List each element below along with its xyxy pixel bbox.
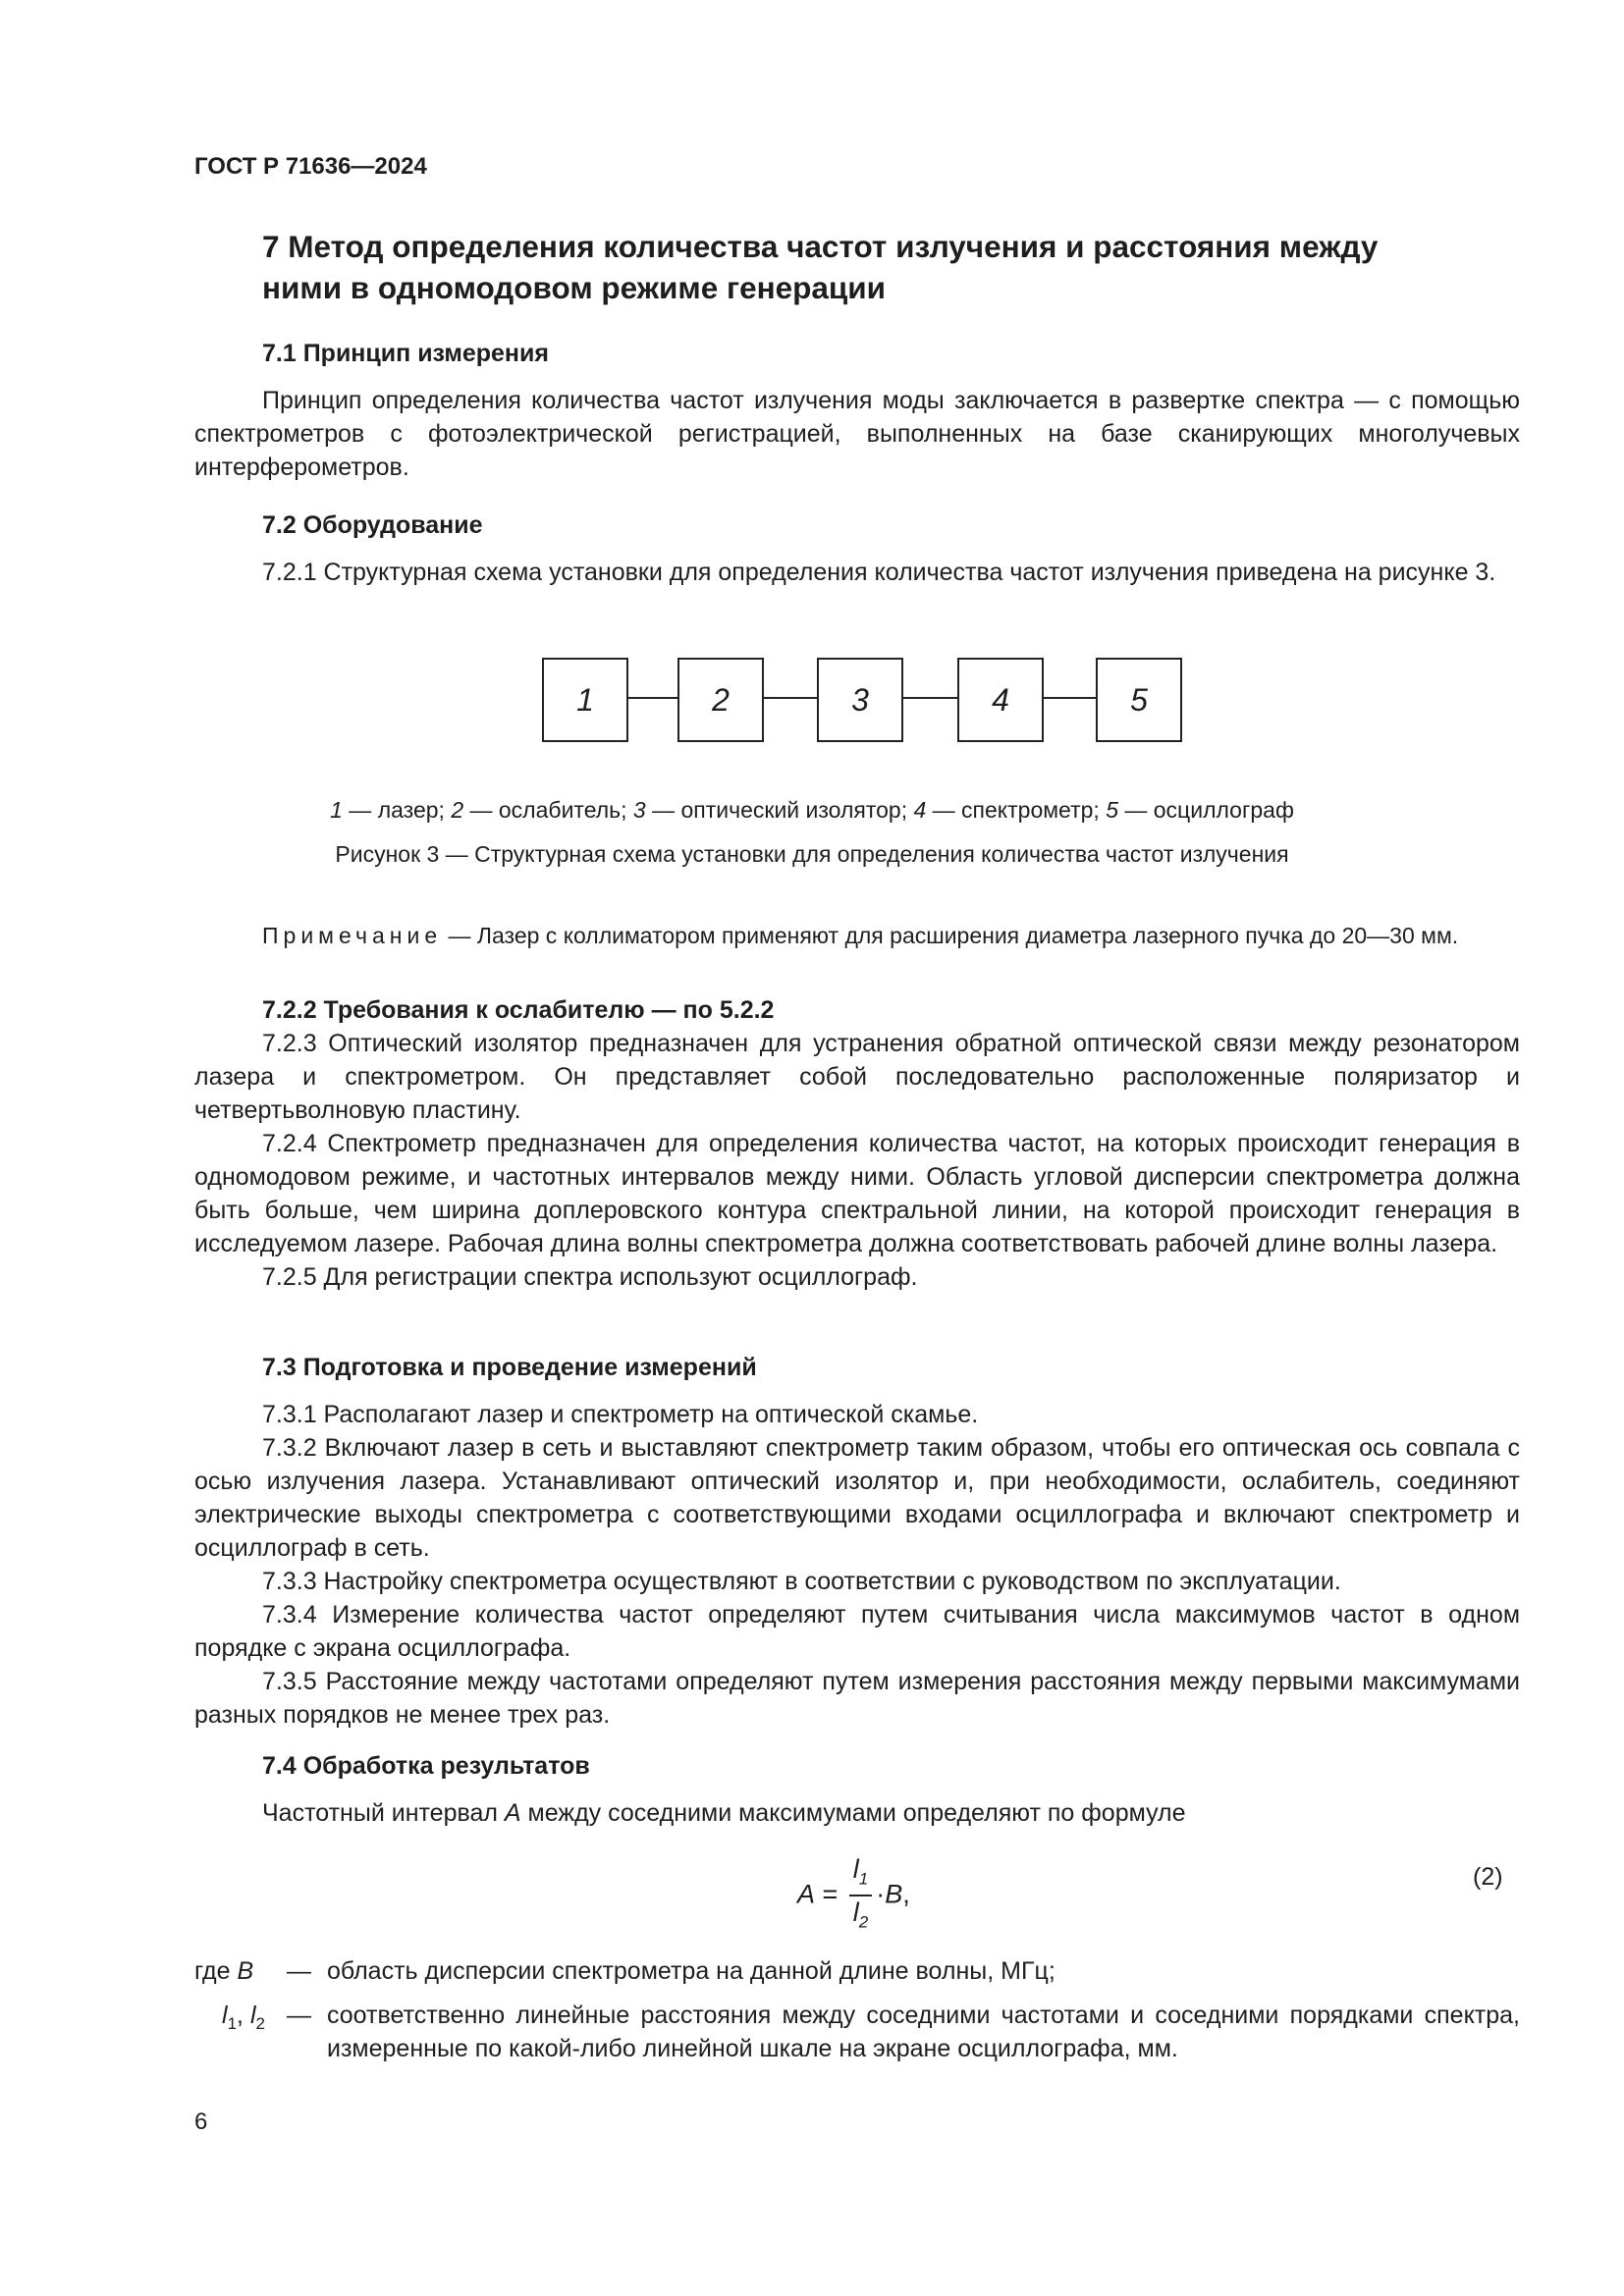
results-intro: Частотный интервал A между соседними максимумами определяют по формуле (262, 1799, 1186, 1827)
paragraph-7-2-3: 7.2.3 Оптический изолятор предназначен для устранения обратной оптической связи между резонатором лазера и спектрометром. Он представляет собой последовательно расположенные поляризатор и четвертьволновую пластину. (194, 1030, 1520, 1124)
diagram-connector (764, 697, 817, 699)
paragraph-7-2-4: 7.2.4 Спектрометр предназначен для определения количества частот, на которых происходит генерация в одномодовом режиме, и частотных интервалов между ними. Область угловой дисперсии спектрометра должна быть больше, чем ширина доплеровского контура спектральной линии, на которой происходит генерация в исследуемом лазере. Рабочая длина волны спектрометра должна соответствовать рабочей длине волны лазера. (194, 1130, 1520, 1257)
note-label: Примечание (262, 923, 443, 948)
diagram-box-spectrometer: 4 (957, 658, 1044, 742)
diagram-box-attenuator: 2 (677, 658, 764, 742)
equipment-paragraphs (194, 1027, 1520, 1294)
diagram-connector (903, 697, 957, 699)
paragraph-7-3-3: 7.3.3 Настройку спектрометра осуществляют в соответствии с руководством по эксплуатации. (262, 1568, 1341, 1595)
heading-7-2: 7.2 Оборудование (262, 511, 483, 539)
diagram-box-laser: 1 (542, 658, 628, 742)
paragraph-7-3-1: 7.3.1 Располагают лазер и спектрометр на оптической скамье. (262, 1401, 979, 1428)
section-title-line-2: ними в одномодовом режиме генерации (262, 270, 887, 305)
where-definition-l: соответственно линейные расстояния между соседними частотами и соседними порядками спектра, измеренные по какой-либо линейной шкале на экране осциллографа, мм. (327, 2002, 1520, 2062)
section-title-line-1: 7 Метод определения количества частот излучения и расстояния между (262, 229, 1379, 264)
where-dash-l: — (287, 2002, 311, 2029)
section-title (262, 226, 1529, 308)
where-symbols-l: $l_1$, $l_2$ (222, 2002, 265, 2033)
diagram-box-isolator: 3 (817, 658, 903, 742)
where-dash-b: — (287, 1957, 311, 1985)
page-number: 6 (194, 2109, 208, 2135)
heading-7-1: 7.1 Принцип измерения (262, 340, 549, 367)
paragraph: Принцип определения количества частот излучения моды заключается в развертке спектра — с помощью спектрометров с фотоэлектрической регистрацией, выполненных на базе сканирующих многолучевых интерферометров. (194, 387, 1520, 481)
formula: A = $\frac{l_1}{l_2}$ ·B, (797, 1853, 910, 1939)
note-text: — Лазер с коллиматором применяют для расширения диаметра лазерного пучка до 20—30 мм. (442, 923, 1459, 948)
heading-7-3: 7.3 Подготовка и проведение измерений (262, 1354, 757, 1381)
paragraph-7-2-1: 7.2.1 Структурная схема установки для определения количества частот излучения приведена на рисунке 3. (262, 559, 1496, 586)
where-label: где B (194, 1957, 254, 1985)
heading-7-2-2: 7.2.2 Требования к ослабителю — по 5.2.2 (262, 996, 775, 1024)
diagram-connector (1044, 697, 1096, 699)
paragraph-7-3-5: 7.3.5 Расстояние между частотами определяют путем измерения расстояния между первыми максимумами разных порядков не менее трех раз. (194, 1668, 1520, 1729)
paragraph-7-3-2: 7.3.2 Включают лазер в сеть и выставляют спектрометр таким образом, чтобы его оптическая ось совпала с осью излучения лазера. Устанавливают оптический изолятор и, при необходимости, ослабитель, соединяют электрические выходы спектрометра с соответствующими входами осциллографа и включают спектрометр и осциллограф в сеть. (194, 1434, 1520, 1562)
principle-text (194, 384, 1520, 484)
diagram-connector (628, 697, 677, 699)
where-definition-b: область дисперсии спектрометра на данной длине волны, МГц; (327, 1957, 1056, 1985)
standard-code: ГОСТ Р 71636—2024 (194, 153, 427, 180)
formula-number: (2) (1473, 1863, 1503, 1891)
figure-caption: Рисунок 3 — Структурная схема установки для определения количества частот излучения (335, 841, 1289, 867)
note (194, 921, 1520, 951)
paragraph-7-2-5: 7.2.5 Для регистрации спектра используют осциллограф. (262, 1263, 918, 1291)
measurement-paragraphs (194, 1398, 1520, 1732)
paragraph-7-3-4: 7.3.4 Измерение количества частот определяют путем считывания числа максимумов частот в одном порядке с экрана осциллографа. (194, 1601, 1520, 1662)
equipment-intro (194, 556, 1520, 589)
diagram-box-oscilloscope: 5 (1096, 658, 1182, 742)
fraction: $\frac{l_1}{l_2}$ (849, 1853, 872, 1939)
figure-legend: 1 — лазер; 2 — ослабитель; 3 — оптический изолятор; 4 — спектрометр; 5 — осциллограф (330, 797, 1294, 823)
heading-7-4: 7.4 Обработка результатов (262, 1752, 590, 1780)
